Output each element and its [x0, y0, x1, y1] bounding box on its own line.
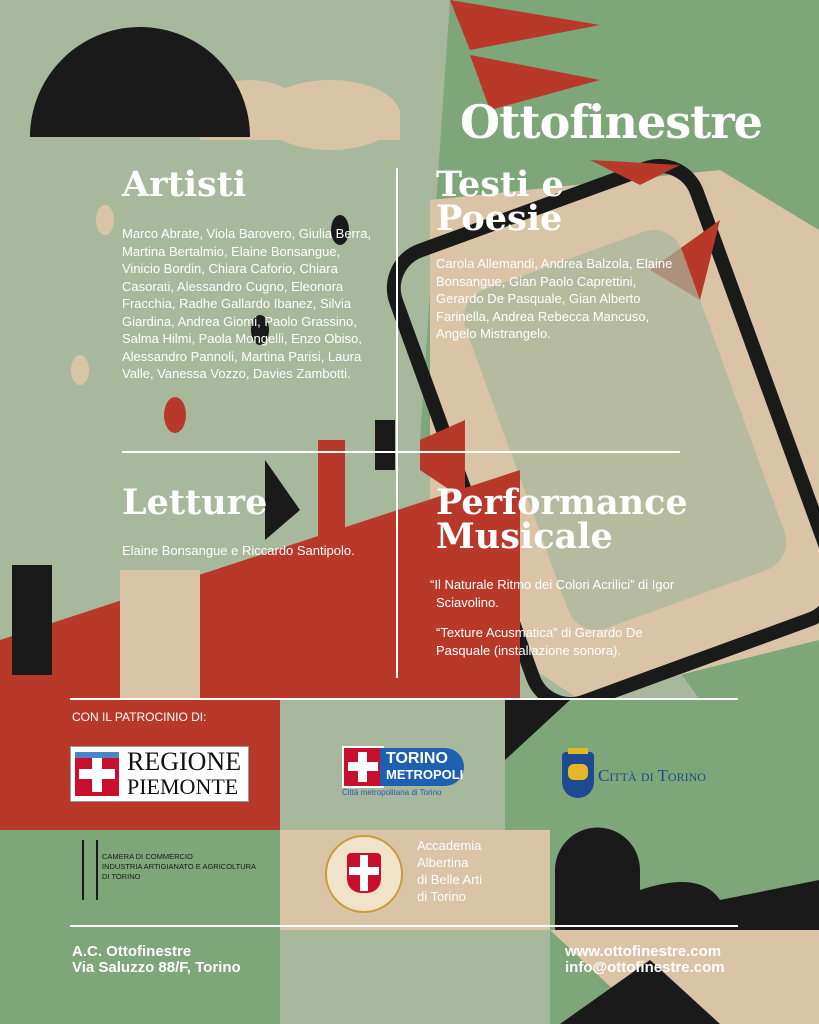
accademia-line1: Accademia	[417, 838, 482, 853]
letture-heading: Letture	[122, 482, 268, 523]
letture-section	[122, 482, 362, 560]
accademia-line4: di Torino	[417, 889, 466, 904]
camera-emblem-icon	[82, 840, 98, 900]
camera-line1: CAMERA DI COMMERCIO	[102, 852, 193, 861]
torino-metro-line1: TORINO	[386, 750, 448, 767]
testi-heading-line2: Poesie	[436, 198, 563, 239]
camera-commercio-logo	[82, 840, 282, 900]
regione-line1: REGIONE	[127, 747, 242, 776]
patronage-divider	[70, 698, 738, 700]
citta-torino-text: Città di Torino	[598, 766, 706, 785]
torino-metro-line2: METROPOLI	[386, 767, 464, 782]
camera-line2: INDUSTRIA ARTIGIANATO E AGRICOLTURA	[102, 862, 257, 871]
torino-metro-sub: Città metropolitana di Torino	[342, 788, 442, 797]
piemonte-shield-icon	[75, 752, 119, 796]
performance-item-1: “Il Naturale Ritmo dei Colori Acrilici” di Igor Sciavolino.	[430, 577, 675, 610]
torino-metro-badge	[380, 748, 464, 786]
regione-line2: PIEMONTE	[127, 774, 239, 799]
citta-di-torino-logo	[560, 748, 740, 802]
bull-crest-icon	[562, 752, 594, 798]
accademia-seal-icon	[325, 835, 403, 913]
testi-heading-line1: Testi e	[436, 164, 564, 205]
performance-heading-line2: Musicale	[436, 516, 613, 557]
vertical-divider	[396, 168, 398, 678]
footer-website[interactable]: www.ottofinestre.com	[565, 943, 722, 960]
torino-metropoli-logo	[340, 746, 466, 802]
page-title: Ottofinestre	[460, 95, 762, 149]
accademia-line2: Albertina	[417, 855, 469, 870]
performance-heading-line1: Performance	[436, 482, 688, 523]
footer-divider	[70, 925, 738, 927]
regione-piemonte-logo	[70, 746, 249, 802]
accademia-albertina-logo	[325, 835, 505, 915]
artisti-heading: Artisti	[122, 164, 247, 205]
footer-org: A.C. Ottofinestre	[72, 943, 192, 960]
testi-body: Carola Allemandi, Andrea Balzola, Elaine Bonsangue, Gian Paolo Caprettini, Gerardo De Pasquale, Gian Alberto Farinella, Andrea Rebecca Mancuso, Angelo Mistrangelo.	[436, 256, 673, 341]
torino-metro-shield-icon	[342, 746, 384, 788]
artisti-section	[122, 164, 377, 383]
camera-line3: DI TORINO	[102, 872, 141, 881]
performance-item-2: “Texture Acusmatica” di Gerardo De Pasquale (installazione sonora).	[436, 625, 643, 658]
artisti-body: Marco Abrate, Viola Barovero, Giulia Berra, Martina Bertalmio, Elaine Bonsangue, Vinicio Bordin, Chiara Caforio, Chiara Casorati, Alessandro Cugno, Eleonora Fracchia, Radhe Gallardo Ibanez, Silvia Giardina, Andrea Giomi, Paolo Grassino, Salma Hilmi, Paola Mongelli, Enzo Obiso, Alessandro Pannoli, Martina Parisi, Laura Valle, Vanessa Vozzo, Davies Zambotti.	[122, 226, 372, 381]
letture-body: Elaine Bonsangue e Riccardo Santipolo.	[122, 543, 355, 558]
footer-email[interactable]: info@ottofinestre.com	[565, 959, 725, 976]
footer-address: Via Saluzzo 88/F, Torino	[72, 959, 241, 976]
testi-section	[436, 164, 676, 343]
horizontal-divider	[122, 451, 680, 453]
performance-section	[430, 482, 706, 659]
patronage-label: CON IL PATROCINIO DI:	[72, 710, 207, 724]
accademia-line3: di Belle Arti	[417, 872, 483, 887]
